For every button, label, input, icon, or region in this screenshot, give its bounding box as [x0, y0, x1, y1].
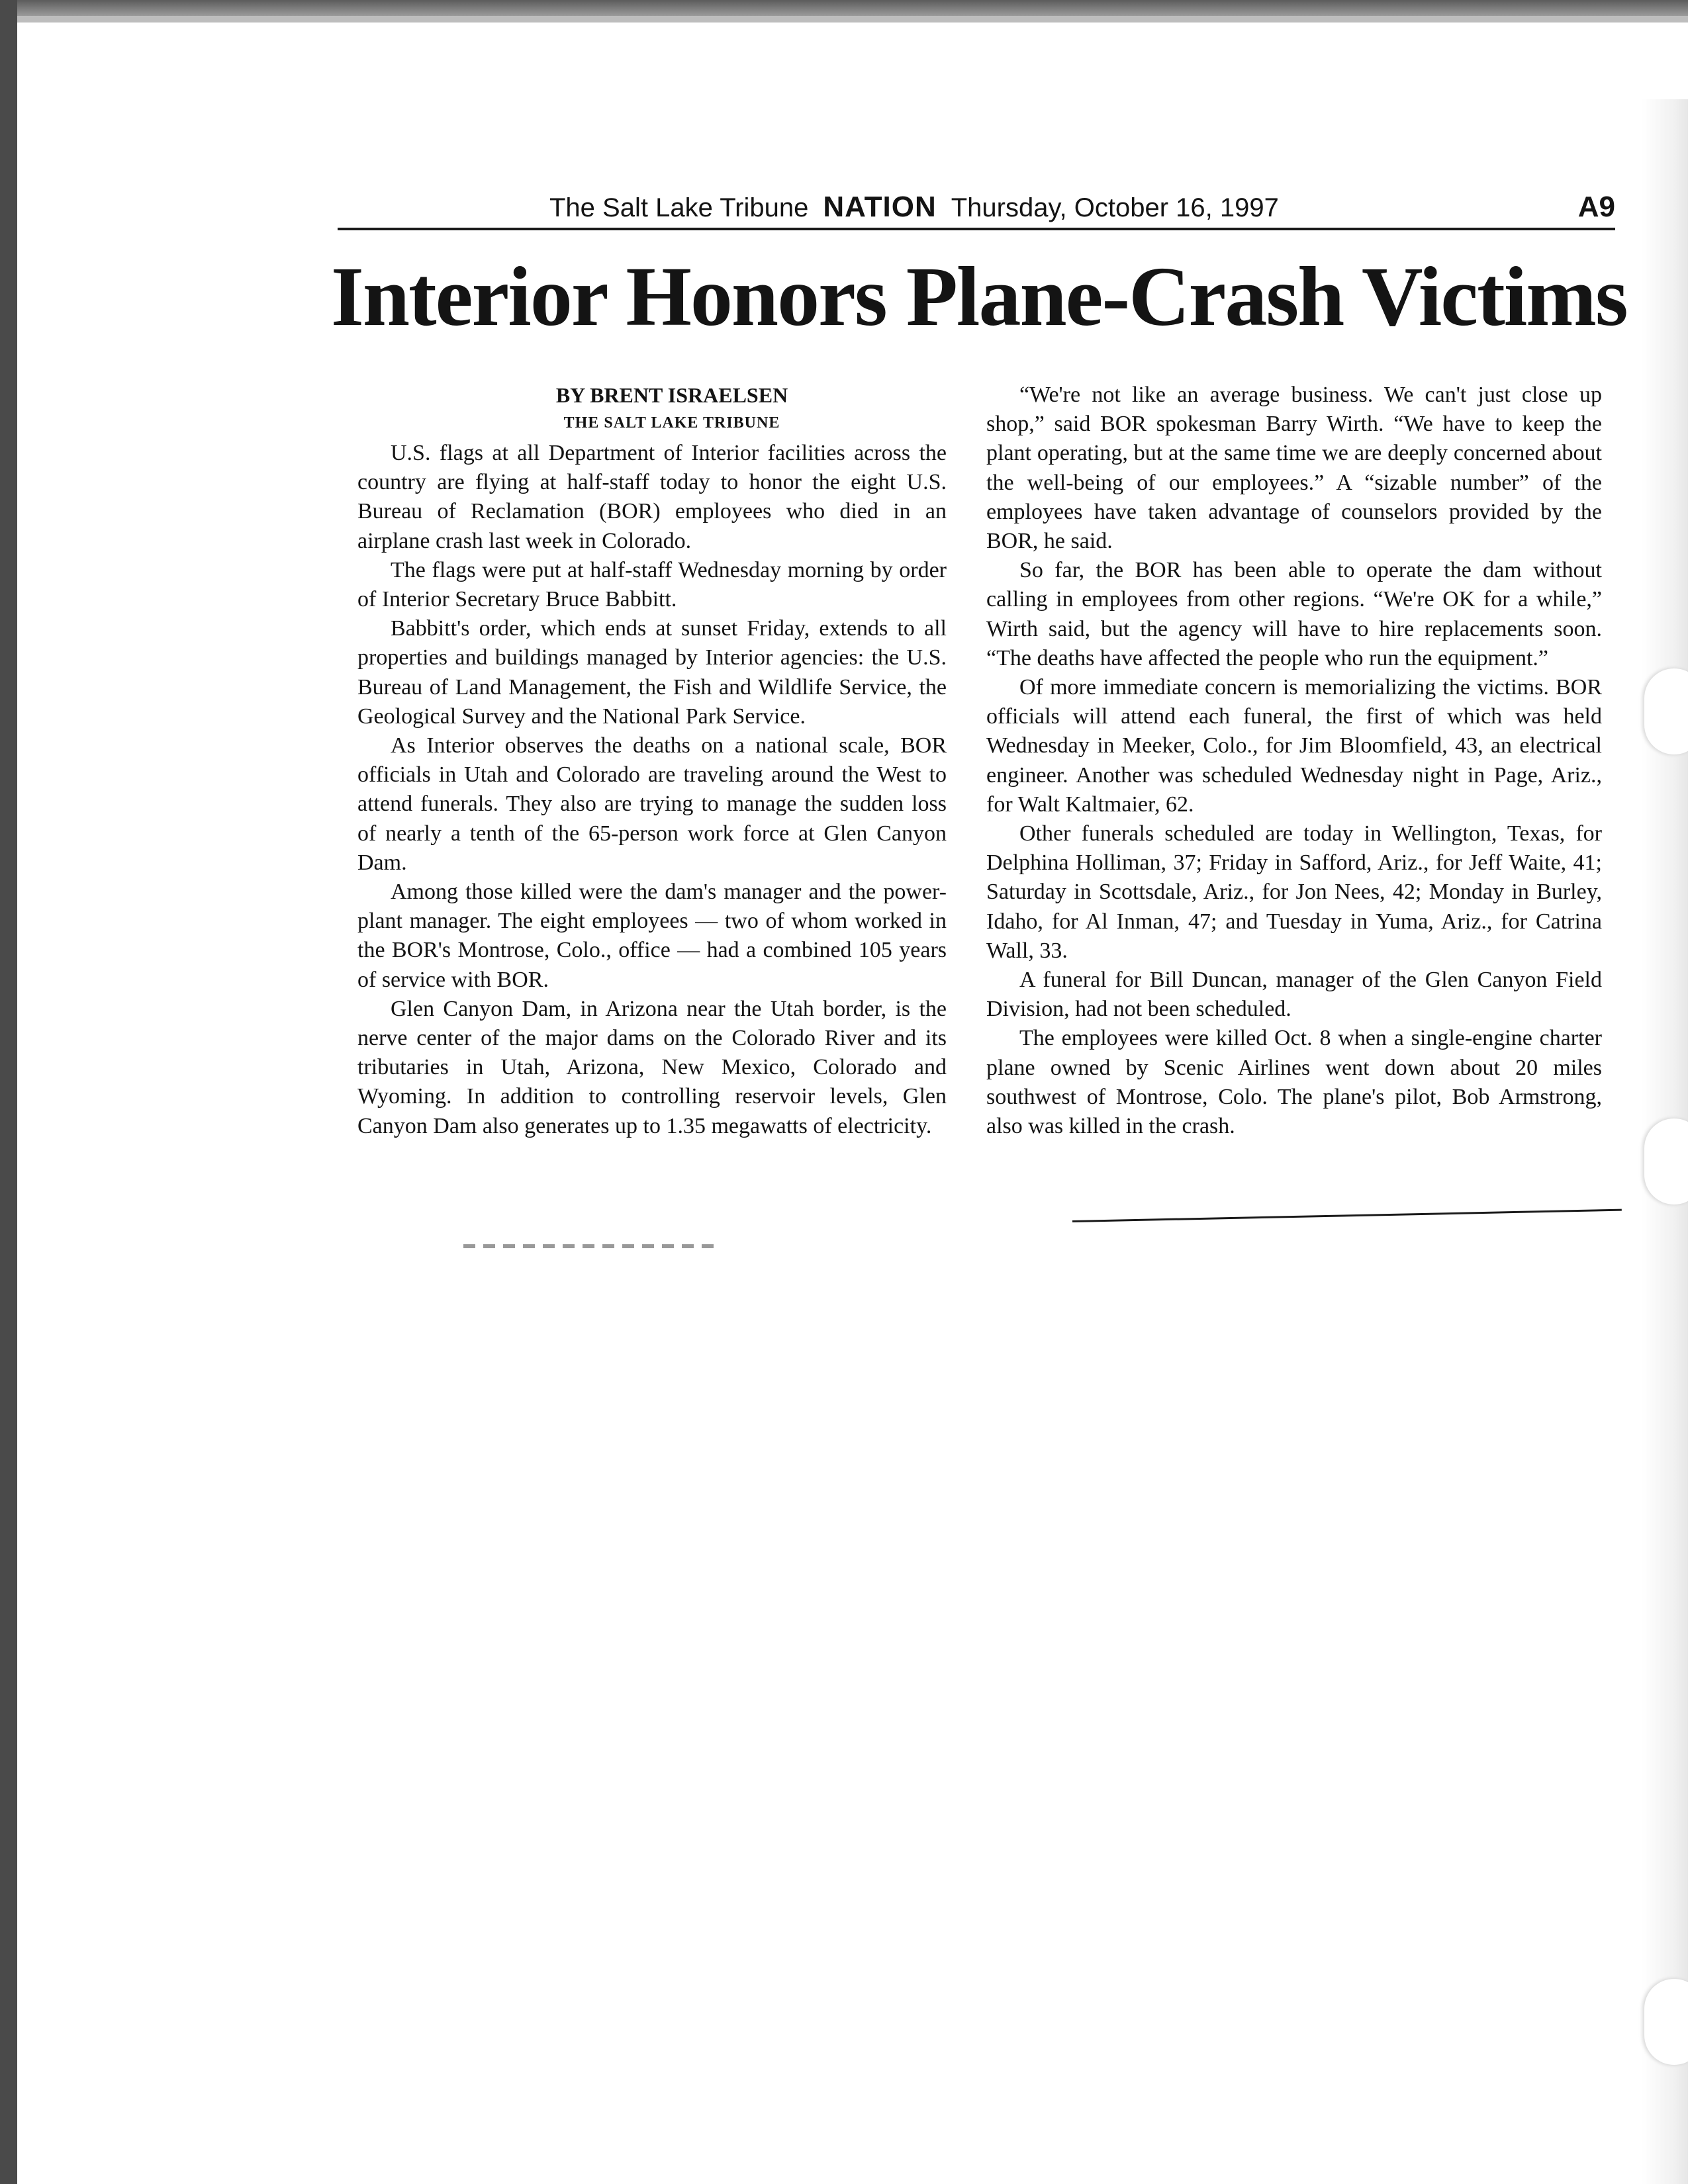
article-column-right [986, 381, 1602, 1141]
paragraph: The flags were put at half-staff Wednesday morning by order of Interior Secretary Bruce Babbitt. [357, 557, 947, 612]
binder-hole [1644, 1979, 1688, 2065]
header-rule [338, 228, 1615, 230]
paragraph: A funeral for Bill Duncan, manager of the Glen Canyon Field Division, had not been scheduled. [986, 968, 1602, 1022]
paragraph: As Interior observes the deaths on a national scale, BOR officials in Utah and Colorado are traveling around the West to attend funerals. They also are trying to manage the sudden loss of nearly a tenth of the 65-person work force at Glen Canyon Dam. [357, 733, 947, 875]
paragraph: Other funerals scheduled are today in Wellington, Texas, for Delphina Holliman, 37; Friday in Safford, Ariz., for Jeff Waite, 41; Saturday in Scottsdale, Ariz., for Jon Nees, 42; Monday in Burley, Idaho, for Al Inman, 47; and Tuesday in Yuma, Ariz., for Catrina Wall, 33. [986, 821, 1602, 963]
header-info [549, 191, 1279, 224]
issue-date: Thursday, October 16, 1997 [951, 193, 1279, 222]
paragraph: “We're not like an average business. We can't just close up shop,” said BOR spokesman Barry Wirth. “We have to keep the plant operating, but at the same time we are deeply concerned about the well-being of our employees.” A “sizable number” of the employees have taken advantage of counselors provided by the BOR, he said. [986, 383, 1602, 554]
paragraph: Glen Canyon Dam, in Arizona near the Utah border, is the nerve center of the major dams on the Colorado River and its tributaries in Utah, Arizona, New Mexico, Colorado and Wyoming. In addition to controlling reservoir levels, Glen Canyon Dam also generates up to 1.35 megawatts of electricity. [357, 996, 947, 1138]
scan-top-edge [0, 0, 1688, 16]
scan-left-edge [0, 0, 17, 2184]
byline-author: BY BRENT ISRAELSEN [555, 383, 788, 407]
page-number: A9 [1577, 191, 1615, 223]
scan-inner-edge [17, 16, 1688, 23]
paragraph: Of more immediate concern is memorializing the victims. BOR officials will attend each funeral, the first of which was held Wednesday in Meeker, Colo., for Jim Bloomfield, 43, an electrical engineer. Another was scheduled Wednesday night in Page, Ariz., for Walt Kaltmaier, 62. [986, 675, 1602, 817]
paragraph: Babbitt's order, which ends at sunset Friday, extends to all properties and buildings managed by Interior agencies: the U.S. Bureau of Land Management, the Fish and Wildlife Service, the Geological Survey and the National Park Service. [357, 616, 947, 729]
paragraph: U.S. flags at all Department of Interior facilities across the country are flying at half-staff today to honor the eight U.S. Bureau of Reclamation (BOR) employees who died in an airplane crash last week in Colorado. [357, 441, 947, 553]
article-column-left [357, 381, 947, 1141]
paragraph: Among those killed were the dam's manager and the power-plant manager. The eight employees — two of whom worked in the BOR's Montrose, Colo., office — had a combined 105 years of service with BOR. [357, 880, 947, 992]
binder-hole [1644, 1118, 1688, 1205]
headline: Interior Honors Plane-Crash Victims [331, 250, 1627, 343]
newspaper-name: The Salt Lake Tribune [549, 193, 809, 222]
binder-hole [1644, 668, 1688, 754]
end-rule [1072, 1209, 1622, 1222]
section-name: NATION [823, 191, 937, 223]
paragraph: So far, the BOR has been able to operate the dam without calling in employees from other regions. “We're OK for a while,” Wirth said, but the agency will have to hire replacements soon. “The deaths have affected the people who run the equipment.” [986, 558, 1602, 670]
byline-source: THE SALT LAKE TRIBUNE [563, 414, 780, 432]
page-header [344, 191, 1615, 230]
scan-smudge [463, 1244, 715, 1248]
paragraph: The employees were killed Oct. 8 when a single-engine charter plane owned by Scenic Airlines went down about 20 miles southwest of Montrose, Colo. The plane's pilot, Bob Armstrong, also was killed in the crash. [986, 1026, 1602, 1139]
